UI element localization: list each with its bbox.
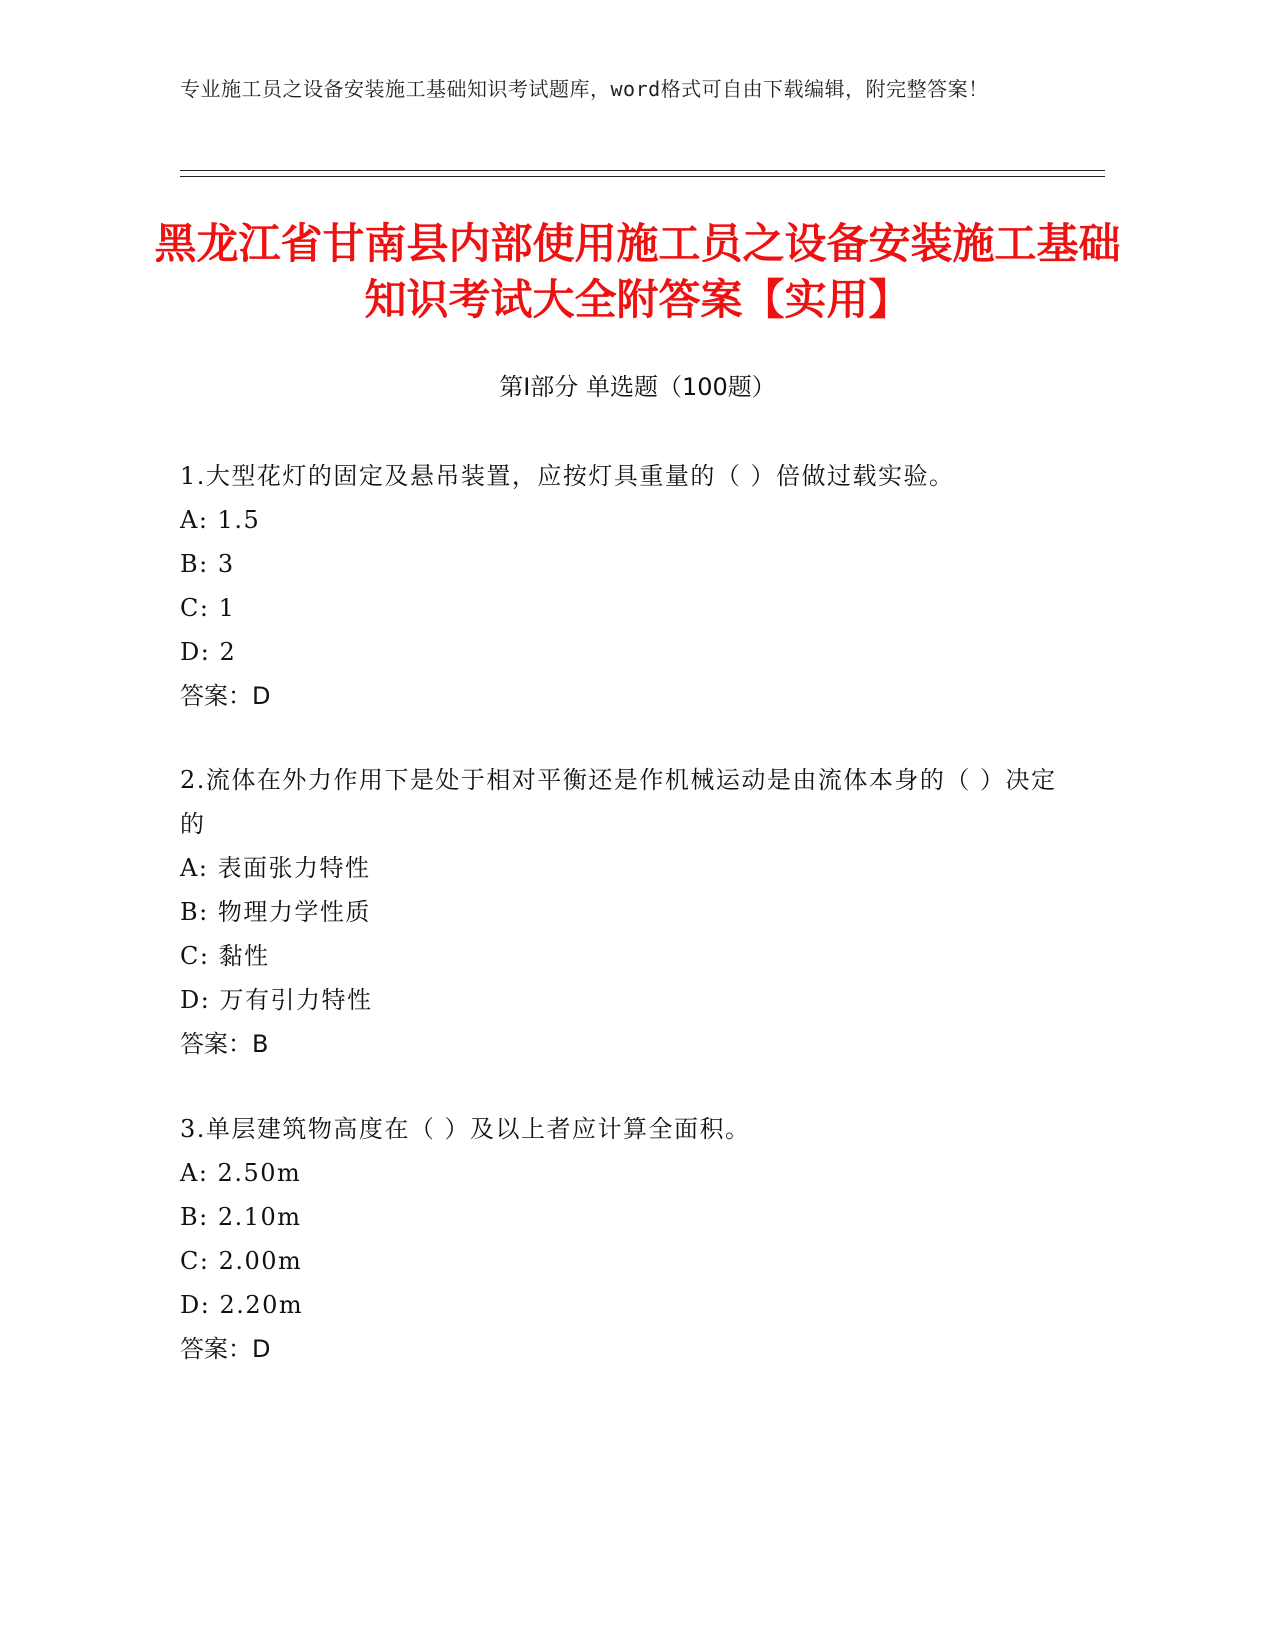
option-d: D: 万有引力特性 (180, 986, 373, 1014)
question-stem: 2.流体在外力作用下是处于相对平衡还是作机械运动是由流体本身的（ ）决定的 (180, 766, 1057, 838)
option-c: C: 1 (180, 594, 236, 622)
answer: 答案：D (180, 682, 271, 710)
answer: 答案：B (180, 1030, 269, 1058)
question-3 (180, 1107, 1060, 1371)
option-b: B: 物理力学性质 (180, 898, 371, 926)
header-note: 专业施工员之设备安装施工基础知识考试题库，word格式可自由下载编辑，附完整答案！ (180, 77, 989, 101)
question-stem: 1.大型花灯的固定及悬吊装置，应按灯具重量的（ ）倍做过载实验。 (180, 462, 955, 490)
header-divider-top (180, 170, 1105, 171)
question-1 (180, 454, 1060, 718)
option-c: C: 2.00m (180, 1247, 303, 1275)
option-a: A: 1.5 (180, 506, 261, 534)
option-a: A: 表面张力特性 (180, 854, 371, 882)
option-b: B: 2.10m (180, 1203, 302, 1231)
option-d: D: 2.20m (180, 1291, 304, 1319)
section-title: 第Ⅰ部分 单选题（100题） (499, 373, 776, 401)
option-d: D: 2 (180, 638, 237, 666)
option-a: A: 2.50m (180, 1159, 302, 1187)
header-divider-bottom (180, 176, 1105, 177)
option-c: C: 黏性 (180, 942, 270, 970)
option-b: B: 3 (180, 550, 235, 578)
answer: 答案：D (180, 1335, 271, 1363)
question-2 (180, 758, 1060, 1066)
question-stem: 3.单层建筑物高度在（ ）及以上者应计算全面积。 (180, 1115, 751, 1143)
document-title: 黑龙江省甘南县内部使用施工员之设备安装施工基础知识考试大全附答案【实用】 (154, 219, 1121, 324)
